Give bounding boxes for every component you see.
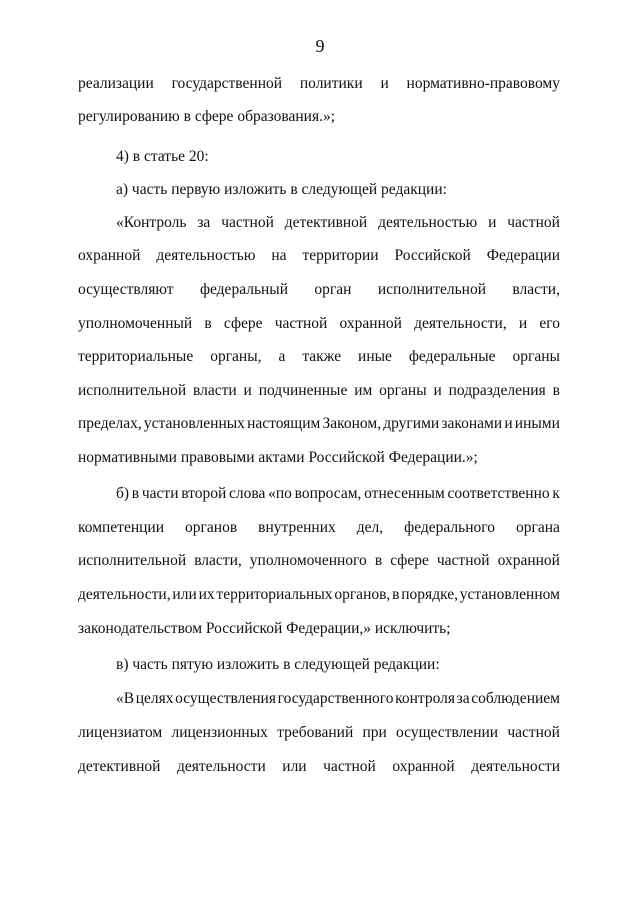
text-line-2: регулированию в сфере образования.»; bbox=[78, 108, 336, 125]
word: за bbox=[456, 690, 470, 707]
word: нормативно-правовому bbox=[406, 75, 560, 92]
word: пределах, bbox=[78, 415, 142, 432]
word: орган bbox=[314, 281, 352, 298]
word: осуществляют bbox=[78, 281, 174, 298]
word: федеральный bbox=[199, 281, 289, 298]
word: к bbox=[552, 485, 560, 502]
text-line-16 bbox=[78, 585, 560, 605]
word: исполнительной bbox=[78, 552, 187, 569]
word: контроля bbox=[395, 690, 456, 707]
word: и bbox=[518, 315, 528, 332]
word: его bbox=[539, 315, 560, 332]
text-line-14 bbox=[78, 518, 560, 538]
word: б) bbox=[116, 485, 130, 502]
word: целях bbox=[135, 690, 174, 707]
text-line-18: в) часть пятую изложить в следующей редакции: bbox=[116, 656, 440, 673]
word: деятельностью bbox=[156, 247, 256, 264]
text-line-7 bbox=[78, 280, 560, 300]
word: частной bbox=[323, 758, 376, 775]
word: внутренних bbox=[258, 519, 336, 536]
word: деятельности bbox=[177, 758, 266, 775]
word: или bbox=[282, 758, 307, 775]
word: деятельностью bbox=[378, 214, 478, 231]
word: лицензиатом bbox=[78, 724, 163, 741]
word: Российской bbox=[394, 247, 471, 264]
text-line-10 bbox=[78, 381, 560, 401]
word: также bbox=[302, 348, 342, 365]
word: деятельности, bbox=[414, 315, 507, 332]
word: частной bbox=[507, 214, 560, 231]
word: установленном bbox=[459, 586, 560, 603]
word: и bbox=[488, 214, 497, 231]
word: органа bbox=[516, 519, 560, 536]
text-line-3: 4) в статье 20: bbox=[116, 148, 209, 165]
text-line-6 bbox=[78, 246, 560, 266]
word: и bbox=[380, 75, 389, 92]
word: реализации bbox=[78, 75, 154, 92]
word: соблюдением bbox=[471, 690, 560, 707]
word: части bbox=[141, 485, 179, 502]
word: Федерации bbox=[486, 247, 560, 264]
word: другими bbox=[383, 415, 440, 432]
word: в bbox=[131, 485, 140, 502]
word: и bbox=[504, 415, 513, 432]
word: исполнительной bbox=[377, 281, 487, 298]
word: охранной bbox=[497, 552, 560, 569]
word: требований bbox=[277, 724, 354, 741]
text-line-21 bbox=[78, 757, 560, 777]
word: охранной bbox=[392, 758, 455, 775]
text-line-11 bbox=[78, 414, 560, 434]
word: в bbox=[204, 315, 212, 332]
text-line-4: а) часть первую изложить в следующей редакции: bbox=[116, 181, 447, 198]
page-number: 9 bbox=[315, 36, 325, 56]
word: частной bbox=[507, 724, 560, 741]
text-line-9 bbox=[78, 347, 560, 367]
word: территории bbox=[302, 247, 379, 264]
word: за bbox=[197, 214, 211, 231]
text-line-13 bbox=[116, 484, 560, 504]
word: а bbox=[278, 348, 286, 365]
word: их bbox=[198, 586, 215, 603]
word: власти bbox=[193, 382, 237, 399]
word: территориальных bbox=[216, 586, 333, 603]
word: второй bbox=[181, 485, 227, 502]
word: политики bbox=[299, 75, 363, 92]
word: настоящим bbox=[247, 415, 321, 432]
word: лицензионных bbox=[171, 724, 268, 741]
word: органов bbox=[185, 519, 238, 536]
word: «Контроль bbox=[116, 214, 187, 231]
word: осуществления bbox=[175, 690, 276, 707]
word: Законом, bbox=[322, 415, 382, 432]
text-line-20 bbox=[78, 723, 560, 743]
word: компетенции bbox=[78, 519, 165, 536]
word: власти, bbox=[194, 552, 242, 569]
text-line-17: законодательством Российской Федерации,» исключить; bbox=[78, 620, 451, 637]
word: деятельности, bbox=[78, 586, 171, 603]
word: органы, bbox=[210, 348, 262, 365]
word: «В bbox=[116, 690, 135, 707]
word: деятельности bbox=[471, 758, 560, 775]
text-line-1 bbox=[78, 74, 560, 94]
word: вопросам, bbox=[294, 485, 362, 502]
word: органов, bbox=[334, 586, 391, 603]
word: органы bbox=[512, 348, 560, 365]
word: соответственно bbox=[447, 485, 550, 502]
word: при bbox=[362, 724, 387, 741]
word: дел, bbox=[356, 519, 384, 536]
word: или bbox=[172, 586, 197, 603]
word: охранной bbox=[339, 315, 402, 332]
text-line-15 bbox=[78, 551, 560, 571]
word: иными bbox=[514, 415, 560, 432]
word: федерального bbox=[404, 519, 495, 536]
word: слова bbox=[229, 485, 266, 502]
text-line-5 bbox=[116, 213, 560, 233]
word: установленных bbox=[143, 415, 245, 432]
word: детективной bbox=[284, 214, 368, 231]
text-line-19 bbox=[116, 689, 560, 709]
word: отнесенным bbox=[364, 485, 445, 502]
word: частной bbox=[274, 315, 328, 332]
word: исполнительной bbox=[78, 382, 187, 399]
word: законами bbox=[441, 415, 503, 432]
word: подразделения bbox=[448, 382, 546, 399]
word: федеральные bbox=[408, 348, 496, 365]
word: порядке, bbox=[401, 586, 458, 603]
text-line-12: нормативными правовыми актами Российской Федерации.»; bbox=[78, 449, 478, 466]
word: органы bbox=[379, 382, 427, 399]
word: в bbox=[552, 382, 560, 399]
word: детективной bbox=[78, 758, 161, 775]
word: государственной bbox=[171, 75, 283, 92]
word: уполномоченный bbox=[78, 315, 193, 332]
word: частной bbox=[221, 214, 274, 231]
word: в bbox=[392, 586, 400, 603]
word: им bbox=[354, 382, 373, 399]
word: подчиненные bbox=[258, 382, 348, 399]
word: осуществлении bbox=[396, 724, 499, 741]
word: уполномоченного bbox=[249, 552, 367, 569]
word: государственного bbox=[277, 690, 394, 707]
word: «по bbox=[268, 485, 292, 502]
word: иные bbox=[358, 348, 392, 365]
word: частной bbox=[436, 552, 490, 569]
word: территориальные bbox=[78, 348, 194, 365]
word: охранной bbox=[78, 247, 141, 264]
word: и bbox=[243, 382, 252, 399]
word: власти, bbox=[512, 281, 560, 298]
word: и bbox=[433, 382, 442, 399]
text-line-8 bbox=[78, 314, 560, 334]
word: на bbox=[271, 247, 287, 264]
word: сфере bbox=[390, 552, 429, 569]
word: сфере bbox=[223, 315, 263, 332]
word: в bbox=[374, 552, 383, 569]
